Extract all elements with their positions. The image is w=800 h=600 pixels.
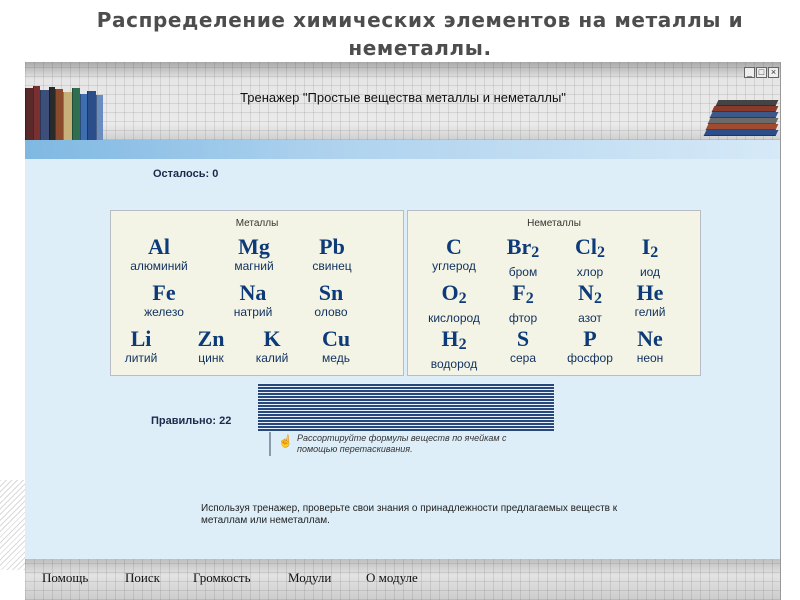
element-symbol: Na <box>239 280 267 305</box>
element-name: магний <box>234 259 274 273</box>
element-card[interactable] <box>414 235 494 273</box>
close-icon[interactable]: × <box>768 67 779 78</box>
element-name: медь <box>322 351 350 365</box>
nav-modules-button[interactable]: Модули <box>288 570 332 585</box>
element-name: фосфор <box>567 351 613 365</box>
element-symbol: Fe <box>152 280 176 305</box>
element-card[interactable] <box>620 235 680 279</box>
element-name: натрий <box>233 305 273 319</box>
element-card[interactable] <box>111 327 171 365</box>
metals-panel[interactable] <box>110 210 404 376</box>
element-card[interactable] <box>119 235 199 273</box>
element-card[interactable] <box>486 327 560 365</box>
element-name: калий <box>255 351 289 365</box>
element-card[interactable] <box>213 281 293 319</box>
nonmetals-panel-title: Неметаллы <box>527 218 581 229</box>
element-name: азот <box>578 311 602 325</box>
element-card[interactable] <box>486 235 560 279</box>
element-card[interactable] <box>292 235 372 273</box>
element-name: углерод <box>432 259 476 273</box>
element-name: кислород <box>428 311 480 325</box>
element-symbol: Cu <box>321 326 351 351</box>
element-name: олово <box>314 305 348 319</box>
element-name: бром <box>508 265 538 279</box>
nav-about-button[interactable]: О модуле <box>366 570 418 585</box>
element-symbol: S <box>516 326 530 351</box>
trainer-window <box>25 62 781 600</box>
books-decoration-right <box>703 98 781 140</box>
element-symbol: Pb <box>319 234 345 259</box>
element-card[interactable] <box>486 281 560 325</box>
maximize-icon[interactable]: □ <box>756 67 767 78</box>
element-symbol: N2 <box>578 280 602 307</box>
hint-box <box>269 432 539 456</box>
nav-help-button[interactable]: Помощь <box>42 570 89 585</box>
element-name: цинк <box>198 351 224 365</box>
element-symbol: I2 <box>641 234 659 261</box>
element-card[interactable] <box>414 281 494 325</box>
element-symbol: Al <box>148 234 170 259</box>
slide-title: Распределение химических элементов на металлы и неметаллы. <box>96 8 744 60</box>
element-name: сера <box>509 351 537 365</box>
metals-panel-title: Металлы <box>235 218 279 229</box>
element-symbol: F2 <box>512 280 534 307</box>
element-card[interactable] <box>553 235 627 279</box>
element-card[interactable] <box>553 327 627 365</box>
element-name: гелий <box>634 305 666 319</box>
element-name: свинец <box>312 259 352 273</box>
element-symbol: He <box>636 280 664 305</box>
hint-text: Рассортируйте формулы веществ по ячейкам с помощью перетаскивания. <box>297 433 507 454</box>
element-name: иод <box>639 265 661 279</box>
element-card[interactable] <box>414 327 494 371</box>
element-card[interactable] <box>242 327 302 365</box>
element-name: железо <box>144 305 184 319</box>
element-name: неон <box>636 351 664 365</box>
nonmetals-panel[interactable] <box>407 210 701 376</box>
app-header <box>25 62 781 140</box>
bottom-nav <box>25 559 781 600</box>
element-symbol: Cl2 <box>575 234 605 261</box>
element-card[interactable] <box>214 235 294 273</box>
element-symbol: Br2 <box>506 234 540 261</box>
element-card[interactable] <box>291 281 371 319</box>
header-strip <box>25 140 781 159</box>
element-card[interactable] <box>620 327 680 365</box>
element-symbol: K <box>263 326 281 351</box>
element-symbol: Ne <box>637 326 663 351</box>
element-symbol: P <box>583 326 597 351</box>
element-card[interactable] <box>184 327 238 365</box>
element-name: литий <box>124 351 158 365</box>
element-symbol: C <box>446 234 462 259</box>
element-symbol: O2 <box>441 280 467 307</box>
element-symbol: H2 <box>441 326 467 353</box>
element-name: хлор <box>576 265 604 279</box>
element-name: водород <box>430 357 478 371</box>
app-header-title: Тренажер "Простые вещества металлы и неметаллы" <box>240 90 566 105</box>
correct-counter: Правильно: 22 <box>151 415 232 427</box>
drag-cursor-icon: ☝ <box>278 434 293 448</box>
element-card[interactable] <box>620 281 680 319</box>
element-name: фтор <box>508 311 538 325</box>
nav-search-button[interactable]: Поиск <box>125 570 160 585</box>
element-name: алюминий <box>130 259 188 273</box>
element-symbol: Li <box>130 326 152 351</box>
result-indicator <box>258 383 554 431</box>
minimize-icon[interactable]: _ <box>744 67 755 78</box>
nav-volume-button[interactable]: Громкость <box>193 570 251 585</box>
window-controls <box>744 67 779 78</box>
instruction-text: Используя тренажер, проверьте свои знания о принадлежности предлагаемых веществ к металлам или неметаллам. <box>201 503 618 526</box>
element-card[interactable] <box>306 327 366 365</box>
element-symbol: Mg <box>238 234 270 259</box>
element-card[interactable] <box>553 281 627 325</box>
element-symbol: Zn <box>197 326 225 351</box>
remaining-counter: Осталось: 0 <box>153 168 219 180</box>
element-symbol: Sn <box>318 280 344 305</box>
element-card[interactable] <box>124 281 204 319</box>
